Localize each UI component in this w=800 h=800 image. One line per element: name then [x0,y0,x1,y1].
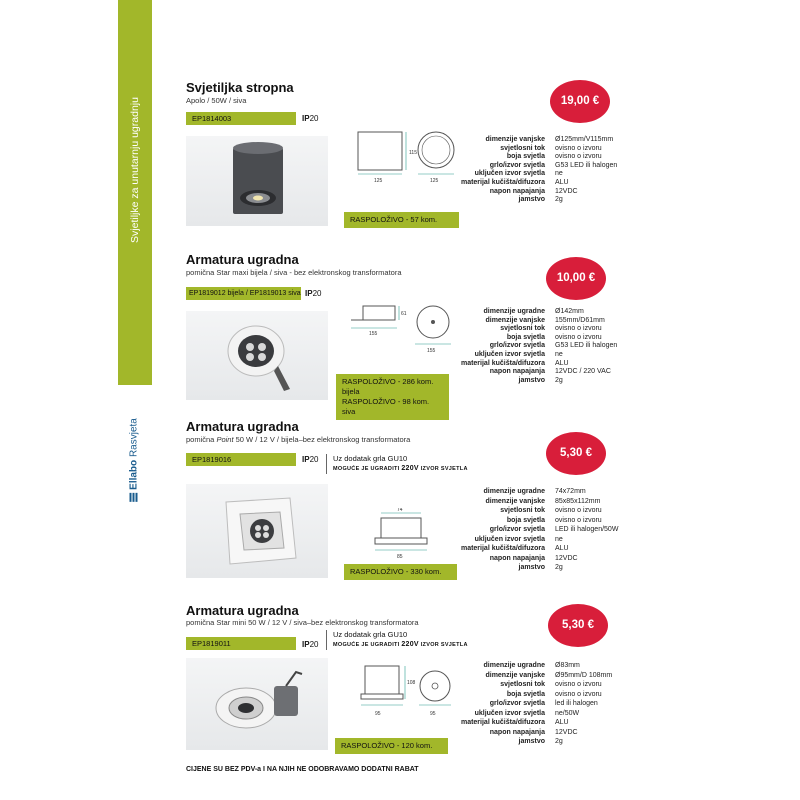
product-photo [186,658,328,750]
spec-row: uključen izvor svjetla ne [474,170,563,178]
ip-label: IP [302,114,310,123]
spec-row: materijal kučišta/difuzora ALU [460,719,569,726]
note-text: Uz dodatak grla GU10 [333,454,408,463]
brand-mark-icon [130,493,138,502]
spec-table [450,308,617,385]
product-subtitle: pomična Point 50 W / 12 V / bijela–bez elektronskog transformatora [186,435,411,444]
stock-label [344,212,459,228]
dimension-drawing [350,128,460,188]
brand-logo [129,418,140,502]
stock-label [335,738,448,754]
spec-row: materijal kučišta/difuzora ALU [460,545,569,552]
dim-width: 95 [375,711,381,717]
price-badge: 10,00 € [546,257,606,300]
spec-row: materijal kučišta/difuzora ALU [460,178,569,186]
spec-row: grlo/izvor svjetla G53 LED ili halogen [489,342,618,350]
ip-rating [302,114,318,123]
dimension-drawing [345,300,460,360]
brand-name: Ellabo [128,459,140,490]
stock-line: RASPOLOŽIVO - 330 kom. [350,567,442,576]
mini-downlight-image [186,658,328,750]
spec-row: grlo/izvor svjetla led ili halogen [489,700,598,707]
footer-disclaimer: CIJENE SU BEZ PDV-a I NA NJIH NE ODOBRAVAMO DODATNI RABAT [186,766,419,773]
product-title: Armatura ugradna [186,252,299,267]
dim-outer-width: 85 [397,554,403,560]
spec-row: grlo/izvor svjetla G53 LED ili halogen [489,161,618,169]
spec-row: dimenzije ugradne Ø83mm [483,662,580,669]
spec-table [450,136,617,205]
ip-label: IP [302,640,310,649]
spec-row: svjetlosni tok ovisno o izvoru [500,144,602,152]
spec-row: jamstvo 2g [518,738,563,745]
dimension-drawing [365,508,440,563]
spec-row: jamstvo 2g [518,196,563,204]
downlight-image [186,311,328,400]
dim-height: 61 [401,311,407,317]
spec-row: dimenzije ugradne 74x72mm [483,488,586,495]
product-photo [186,484,328,578]
spec-row: dimenzije vanjske 85x85x112mm [485,497,601,505]
spec-row: jamstvo 2g [518,564,563,571]
ip-rating [302,455,318,464]
dimension-drawing [355,660,460,720]
brand-subname: Rasvjeta [128,418,140,458]
ip-label: IP [302,455,310,464]
product-title: Svjetiljka stropna [186,80,294,95]
ip-value: 20 [309,114,319,123]
price-badge: 19,00 € [550,80,610,123]
spec-row: boja svjetla ovisno o izvoru [506,333,602,341]
dim-width: 74 [397,508,403,513]
spec-table [450,487,618,573]
price-badge: 5,30 € [548,604,608,647]
spec-row: dimenzije vanjske Ø95mm/D 108mm [485,671,613,679]
spec-row: svjetlosni tok ovisno o izvoru [500,325,602,333]
square-downlight-image [186,484,328,578]
spec-row: svjetlosni tok ovisno o izvoru [500,507,602,514]
stock-label [344,564,457,580]
spec-row: boja svjetla ovisno o izvoru [506,516,602,524]
ip-value: 20 [309,640,319,649]
ip-value: 20 [309,455,319,464]
product-photo [186,311,328,400]
product-title: Armatura ugradna [186,603,299,618]
spec-row: boja svjetla ovisno o izvoru [506,690,602,698]
price-badge: 5,30 € [546,432,606,475]
note-small: MOGUĆE JE UGRADITI 220V IZVOR SVJETLA [333,465,468,472]
stock-line: RASPOLOŽIVO - 98 kom. siva [342,397,430,416]
product-subtitle: pomična Star mini 50 W / 12 V / siva–bez elektronskog transformatora [186,618,419,627]
product-title: Armatura ugradna [186,419,299,434]
product-code: EP1819016 [186,453,296,466]
ip-rating [305,289,321,298]
product-subtitle: pomična Star maxi bijela / siva - bez elektronskog transformatora [186,268,402,277]
spec-row: dimenzije vanjske Ø125mm/V115mm [485,136,614,143]
spec-table [450,661,612,747]
spec-row: dimenzije vanjske 155mm/D61mm [485,316,605,324]
dim-height: 115 [409,150,417,156]
note-small: MOGUĆE JE UGRADITI 220V IZVOR SVJETLA [333,641,468,648]
spec-row: svjetlosni tok ovisno o izvoru [500,681,602,688]
dim-top-width: 95 [430,711,436,717]
product-note [326,630,468,650]
stock-label [336,374,449,420]
product-photo [186,136,328,226]
spec-row: uključen izvor svjetla ne [474,350,563,358]
spec-row: jamstvo 2g [518,376,563,384]
stock-line: RASPOLOŽIVO - 120 kom. [341,741,433,750]
ip-rating [302,640,318,649]
product-note [326,454,468,474]
dim-width: 125 [374,178,383,184]
spec-row: napon napajanja 12VDC [489,554,578,562]
spec-row: uključen izvor svjetla ne/50W [474,709,580,717]
spec-row: dimenzije ugradne Ø142mm [483,308,584,315]
product-code: EP1814003 [186,112,296,125]
spec-row: napon napajanja 12VDC [489,728,578,736]
spec-row: napon napajanja 12VDC / 220 VAC [489,368,611,376]
dim-height: 108 [407,680,416,686]
spec-row: napon napajanja 12VDC [489,187,578,195]
spec-row: uključen izvor svjetla ne [474,535,563,543]
ip-value: 20 [312,289,322,298]
dim-top-width: 125 [430,178,439,184]
product-code: EP1819011 [186,637,296,650]
product-subtitle: Apolo / 50W / siva [186,96,247,105]
product-code: EP1819012 bijela / EP1819013 siva [186,287,301,300]
spec-row: grlo/izvor svjetla LED ili halogen/50W [489,526,619,533]
stock-line: RASPOLOŽIVO - 57 kom. [350,215,438,224]
note-text: Uz dodatak grla GU10 [333,630,408,639]
dim-width: 155 [369,331,378,337]
sidebar-title: Svjetiljke za unutarnju ugradnju [129,97,141,243]
dim-top-width: 155 [427,348,436,354]
ceiling-lamp-image [186,136,328,226]
spec-row: materijal kučišta/difuzora ALU [460,359,569,367]
spec-row: boja svjetla ovisno o izvoru [506,153,602,161]
ip-label: IP [305,289,313,298]
stock-line: RASPOLOŽIVO - 286 kom. bijela [342,377,434,396]
